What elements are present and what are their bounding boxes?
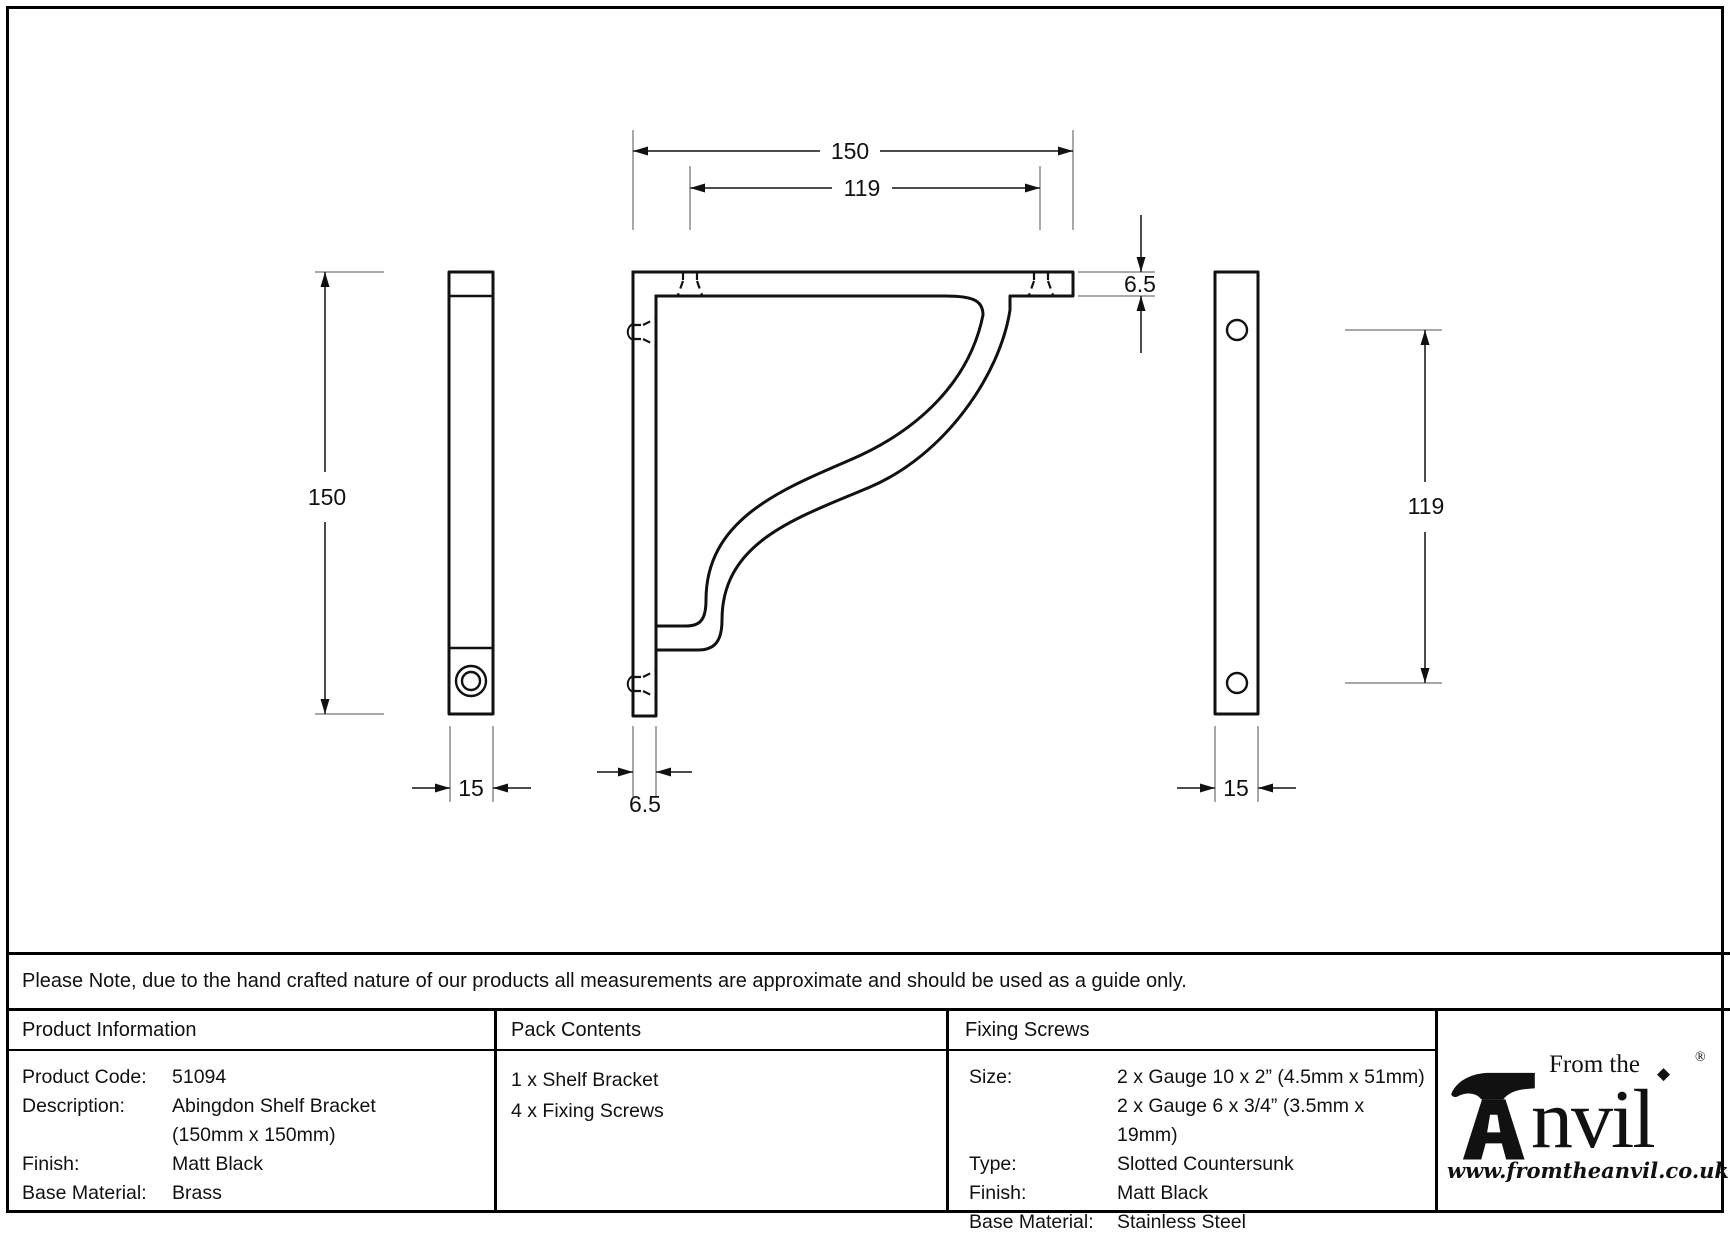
dimension-label-arm-thickness: 6.5 xyxy=(629,791,661,817)
fixing-screws-section xyxy=(946,1011,1435,1233)
bracket-inner-profile xyxy=(656,296,983,626)
pack-contents-header: Pack Contents xyxy=(497,1011,946,1051)
row-label: Product Code: xyxy=(22,1066,147,1088)
row-value: Abingdon Shelf Bracket xyxy=(172,1095,376,1117)
row-label: Description: xyxy=(22,1095,125,1117)
row-label: Finish: xyxy=(22,1153,80,1175)
logo-brand-text: nvil xyxy=(1531,1073,1654,1166)
logo-diamond-glyph: ◆ xyxy=(1657,1064,1671,1083)
dimension-top-hole-span xyxy=(690,166,1040,230)
countersink-hole-inner-circle xyxy=(462,672,480,690)
row-label: Size: xyxy=(969,1066,1013,1088)
logo-url: www.fromtheanvil.co.uk xyxy=(1447,1158,1729,1183)
side-view-right xyxy=(1215,272,1258,714)
row-value: (150mm x 150mm) xyxy=(172,1124,336,1146)
row-label: Base Material: xyxy=(969,1211,1094,1233)
row-label: Type: xyxy=(969,1153,1017,1175)
dimension-label-top-width: 150 xyxy=(830,138,870,164)
pack-contents-list xyxy=(497,1051,946,1127)
measurement-note xyxy=(6,952,1730,1011)
countersunk-screw-hidden-wall-upper xyxy=(633,319,655,345)
dimension-label-shelf-thickness: 6.5 xyxy=(1124,271,1156,297)
list-item: 4 x Fixing Screws xyxy=(511,1100,664,1122)
pack-contents-section xyxy=(494,1011,946,1210)
fixing-screws-header: Fixing Screws xyxy=(949,1011,1435,1051)
right-view-outline xyxy=(1215,272,1258,714)
countersunk-screw-hidden-top-left xyxy=(678,272,702,295)
countersunk-screw-hidden-top-right xyxy=(1029,272,1053,295)
dimension-back-width xyxy=(1177,726,1296,802)
dimension-side-width xyxy=(412,726,531,802)
row-value: Stainless Steel xyxy=(1117,1211,1246,1233)
anvil-icon xyxy=(1449,1058,1537,1170)
fixing-screws-rows xyxy=(949,1051,1435,1237)
logo-registered-mark: ® xyxy=(1695,1050,1706,1065)
main-view xyxy=(628,272,1073,716)
countersunk-screw-hidden-wall-lower xyxy=(633,671,655,697)
product-information-header: Product Information xyxy=(6,1011,494,1051)
dimension-label-side-height: 150 xyxy=(307,484,347,510)
dimension-shelf-thickness xyxy=(1078,215,1156,353)
bracket-outer-profile xyxy=(633,272,1073,650)
product-information-section xyxy=(6,1011,494,1210)
row-value: 51094 xyxy=(172,1066,227,1088)
list-item: 1 x Shelf Bracket xyxy=(511,1069,659,1091)
row-value: Matt Black xyxy=(1117,1182,1209,1204)
row-label xyxy=(22,1121,172,1150)
product-information-rows xyxy=(6,1051,494,1208)
row-value: Brass xyxy=(172,1182,222,1204)
logo-tagline: From the xyxy=(1549,1051,1640,1078)
row-value: 2 x Gauge 10 x 2” (4.5mm x 51mm) xyxy=(1117,1066,1425,1088)
row-value: Matt Black xyxy=(172,1153,264,1175)
dimension-label-side-width: 15 xyxy=(458,775,484,801)
dimension-back-hole-span xyxy=(1345,330,1444,683)
screw-hole-top-circle xyxy=(1227,320,1247,340)
row-label: Finish: xyxy=(969,1182,1027,1204)
row-value: Slotted Countersunk xyxy=(1117,1153,1294,1175)
row-label xyxy=(969,1092,1117,1150)
from-the-anvil-logo xyxy=(1447,1038,1729,1194)
dimension-label-back-width: 15 xyxy=(1223,775,1249,801)
row-value: 2 x Gauge 6 x 3/4” (3.5mm x 19mm) xyxy=(1117,1095,1365,1146)
dimension-label-back-hole-span: 119 xyxy=(1407,493,1445,519)
side-view-left xyxy=(449,272,493,714)
row-label: Base Material: xyxy=(22,1182,147,1204)
note-text: Please Note, due to the hand crafted nature of our products all measurements are approximate and should be used as a guide only. xyxy=(22,970,1187,992)
dimension-arm-thickness xyxy=(597,726,692,817)
screw-hole-bottom-circle xyxy=(1227,673,1247,693)
dimension-label-top-hole-span: 119 xyxy=(843,175,881,201)
dimension-side-height xyxy=(308,272,384,714)
countersink-hole-outer-circle xyxy=(456,666,486,696)
